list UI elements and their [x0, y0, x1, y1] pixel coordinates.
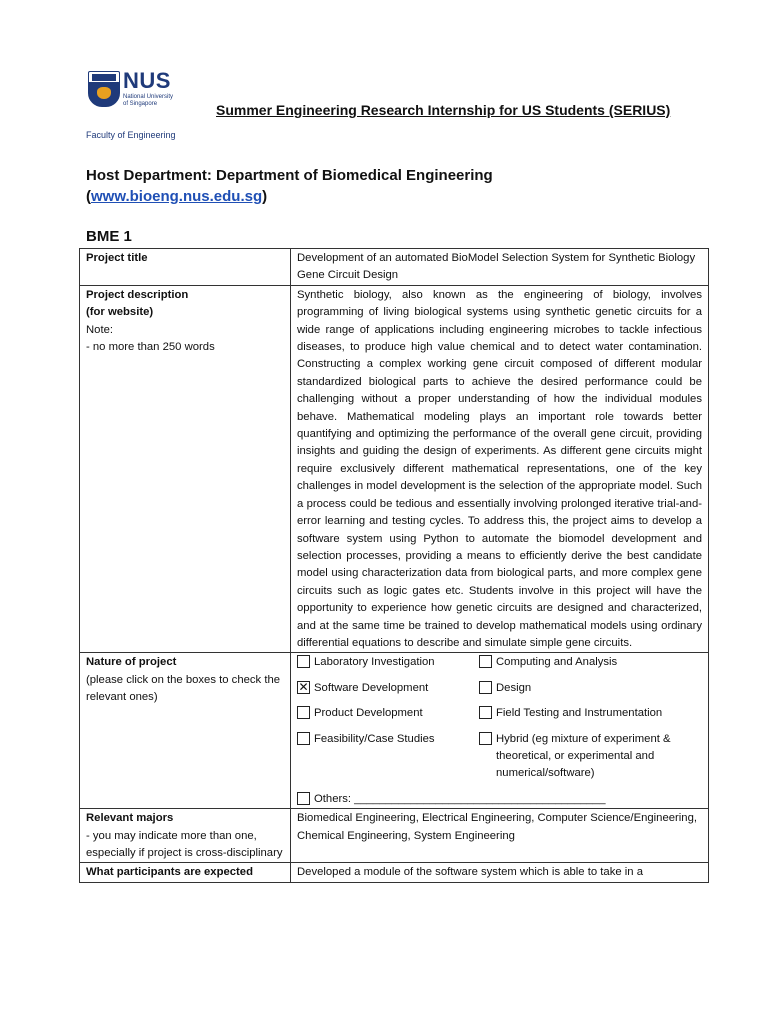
close-paren: ) [262, 188, 268, 205]
row-project-description [80, 285, 709, 653]
nature-options [297, 654, 702, 782]
option-others[interactable] [297, 791, 702, 808]
option-design[interactable] [479, 680, 702, 697]
option-label: Product Development [314, 707, 423, 720]
option-feasibility-case-studies[interactable] [297, 731, 479, 783]
row-project-title [80, 249, 709, 286]
checkbox-field-testing[interactable] [479, 706, 492, 719]
majors-value-cell [291, 809, 709, 863]
option-laboratory-investigation[interactable] [297, 654, 479, 671]
project-table [79, 248, 709, 883]
checkbox-software-development[interactable]: ✕ [298, 679, 309, 694]
checkbox-hybrid[interactable] [479, 732, 492, 745]
host-department [86, 165, 493, 207]
majors-label-cell [80, 809, 291, 863]
project-title-label: Project title [80, 249, 291, 286]
project-description-label: Project description [86, 288, 189, 301]
document-title: Summer Engineering Research Internship for US Students (SERIUS) [216, 102, 671, 118]
logo-subtext: National University of Singapore [123, 94, 174, 107]
checkbox-feasibility-case-studies[interactable] [297, 732, 310, 745]
nus-logo [86, 70, 196, 144]
checkbox-others[interactable] [297, 792, 310, 805]
checkbox-computing-and-analysis[interactable] [479, 655, 492, 668]
department-website-link[interactable]: www.bioeng.nus.edu.sg [91, 188, 263, 205]
project-description-sublabel: (for website) [86, 306, 154, 319]
majors-instructions: - you may indicate more than one, especially if project is cross-disciplinary [86, 829, 283, 859]
option-label: Software Development [314, 681, 429, 694]
note-label: Note: [86, 323, 114, 336]
word-limit-note: - no more than 250 words [86, 341, 215, 354]
open-paren: ( [86, 188, 91, 205]
checkbox-laboratory-investigation[interactable] [297, 655, 310, 668]
checkbox-design[interactable] [479, 681, 492, 694]
nature-label-cell [80, 653, 291, 809]
nature-options-cell [291, 653, 709, 809]
option-label: Design [496, 681, 532, 694]
project-title-value: Development of an automated BioModel Selection System for Synthetic Biology Gene Circuit Design [291, 249, 709, 286]
option-software-development[interactable] [297, 680, 479, 697]
option-computing-and-analysis[interactable] [479, 654, 702, 671]
option-hybrid[interactable] [479, 731, 702, 783]
project-description-label-cell [80, 285, 291, 653]
expected-label: What participants are expected [80, 863, 291, 882]
project-code: BME 1 [86, 228, 132, 245]
option-label: Computing and Analysis [496, 656, 618, 669]
nature-instructions: (please click on the boxes to check the relevant ones) [86, 673, 281, 704]
nature-label: Nature of project [86, 656, 177, 669]
host-department-url-line [86, 186, 493, 207]
row-relevant-majors [80, 809, 709, 863]
checkbox-product-development[interactable] [297, 706, 310, 719]
majors-value: Biomedical Engineering, Electrical Engineering, Computer Science/Engineering, Chemical Engineering, System Engineering [297, 812, 698, 842]
row-expected-outcomes [80, 863, 709, 882]
project-description-value: Synthetic biology, also known as the engineering of biology, involves programming of living biological systems using synthetic genetic circuits for a wide range of applications including engineering microbes to tackle infectious diseases, to produce high value chemical and to detect water contamination. Constructing a complex working gene circuit composed of different modular standardized biological parts to achieve the desired performance could be challenging without a proper understanding of how the individual modules behave. Mathematical modeling plays an important role towards better quantifying and optimizing the performance of the overall gene circuit, providing insights and guiding the design of experiments. As different gene circuits might require exclusively different mathematical representations, one of the key challenges in model development is the selection of the appropriate model. Such a process could be tedious and essentially involving prolonged iterative trial-and-error learning and testing cycles. To address this, the project aims to develop a software system using Python to automate the biomodel development and selection processes, providing a means to efficiently derive the best candidate model using characterization data from biological parts, and more complex gene circuits such as logic gates etc. Students involve in this project will have the opportunity to experience how genetic circuits are designed and characterized, and at the same time be trained to develop mathematical models using ordinary differential equations to describe and simulate simple gene circuits. [291, 285, 709, 653]
others-label: Others: ________________________________________ [314, 792, 606, 805]
option-label: Laboratory Investigation [314, 656, 435, 669]
expected-value: Developed a module of the software system which is able to take in a [291, 863, 709, 882]
option-field-testing[interactable] [479, 705, 702, 722]
option-label: Hybrid (eg mixture of experiment & theoretical, or experimental and numerical/software) [496, 732, 671, 780]
option-label: Feasibility/Case Studies [314, 732, 435, 745]
nus-crest-icon [88, 71, 120, 107]
host-department-name: Host Department: Department of Biomedical Engineering [86, 167, 493, 184]
option-label: Field Testing and Instrumentation [496, 707, 663, 720]
faculty-name: Faculty of Engineering [86, 130, 176, 140]
option-product-development[interactable] [297, 705, 479, 722]
logo-wordmark: NUS [123, 68, 171, 93]
majors-label: Relevant majors [86, 812, 174, 825]
row-nature-of-project [80, 653, 709, 809]
